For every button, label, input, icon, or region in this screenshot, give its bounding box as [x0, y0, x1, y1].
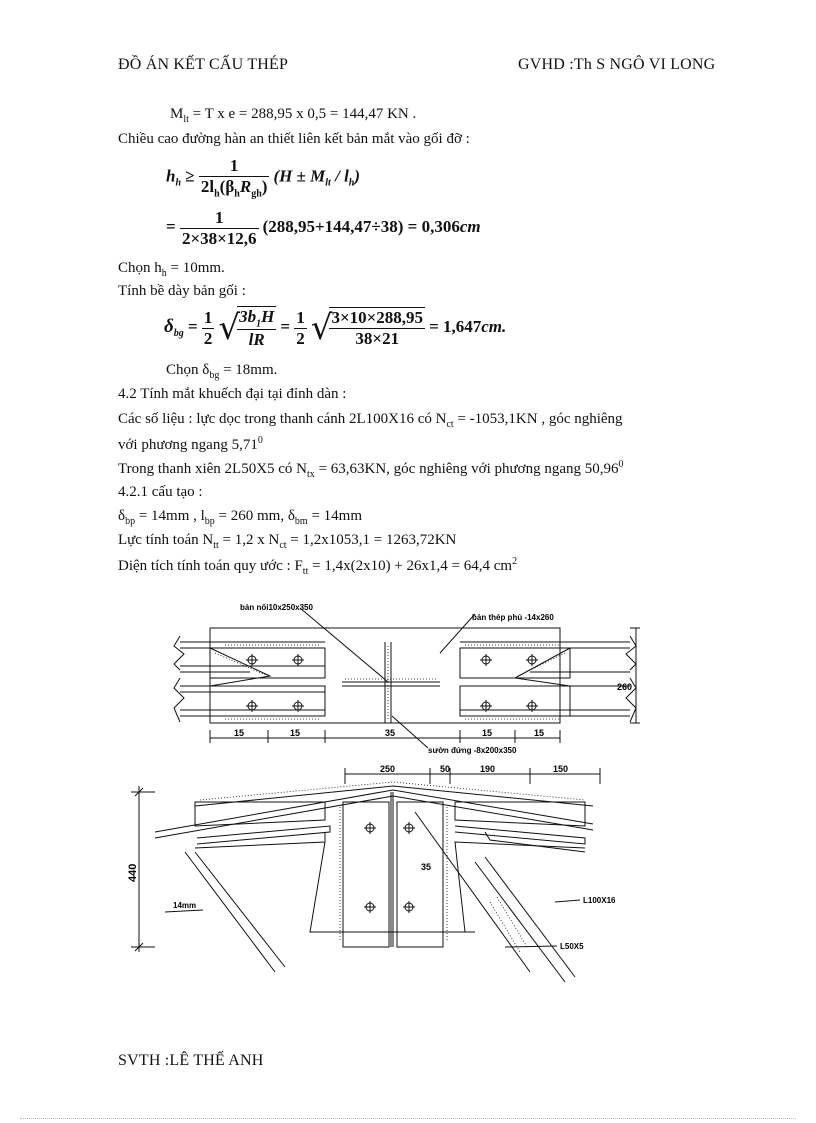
data-line-3: Trong thanh xiên 2L50X5 có $N_{tx} = 63,63KN$, góc nghiêng với phương ngang 50,96$^0$: [118, 459, 624, 480]
dim-440: 440: [127, 863, 139, 882]
mlt-line: $M_{lt} = T$ x e = 288,95 x 0,5 = 144,47 KN .: [170, 106, 417, 125]
splice-plan-drawing: [170, 598, 650, 758]
dim-250: 250: [380, 764, 396, 774]
dim-150: 150: [553, 764, 569, 774]
dim-15-a: 15: [234, 728, 245, 738]
choose-h: Chọn $h_h = 10mm$.: [118, 260, 225, 279]
header-right: GVHD :Th S NGÔ VI LONG: [518, 56, 716, 73]
header-left: ĐỒ ÁN KẾT CẤU THÉP: [118, 56, 289, 73]
label-splice-plate: bản nối10x250x350: [240, 603, 313, 612]
dim-260: 260: [617, 682, 633, 692]
footer-rule: [20, 1118, 796, 1119]
data-line-1: Các số liệu : lực dọc trong thanh cánh 2L100X16 có $N_{ct} = -1053,1KN$ , góc nghiêng: [118, 411, 623, 430]
ridge-joint-elevation: [125, 762, 625, 990]
plate-intro: Tính bề dày bản gối :: [118, 283, 246, 299]
dim-15-d: 15: [534, 728, 545, 738]
section-4-2-1: 4.2.1 cấu tạo :: [118, 484, 203, 500]
dim-35-elev: 35: [421, 862, 432, 872]
section-4-2: 4.2 Tính mắt khuếch đại tại đỉnh dàn :: [118, 386, 347, 402]
dim-190: 190: [480, 764, 496, 774]
label-rib: sườn đứng -8x200x350: [428, 746, 517, 755]
label-14mm: 14mm: [173, 901, 197, 910]
dim-15-b: 15: [290, 728, 301, 738]
weld-height-intro: Chiều cao đường hàn an thiết liên kết bản mắt vào gối đỡ :: [118, 131, 470, 147]
formula-weld-height: $h_h$ ≥ $\frac{1}{2l_h(\beta_hR_{gh})}$ $(H \pm M_{lt} / l_h)$: [166, 156, 361, 200]
label-L50X5: L50X5: [560, 942, 584, 951]
area-line: Diện tích tính toán quy ước : $F_{tt} = 1,4x(2x10) + 26x1,4 = 64,4$ $cm^2$: [118, 556, 518, 577]
formula-weld-height-numeric: = $\frac{1}{2\times 38\times 12,6}$ (288,95+144,47÷38) = 0,306cm: [166, 208, 481, 248]
dim-50: 50: [440, 764, 451, 774]
dim-15-c: 15: [482, 728, 493, 738]
formula-plate-thickness: $\delta_{bg}$ = $\frac{1}{2}$ √ $\frac{3b_1H}{lR}$ = $\frac{1}{2}$ √ $\frac{3\times 10\times 288,95}{38\times 21}$ = 1,647cm.: [164, 307, 507, 350]
label-L100X16: L100X16: [583, 896, 616, 905]
data-line-2: với phương ngang 5,71$^0$: [118, 435, 263, 453]
structure-line: $\delta_{bp} = 14mm$ , $l_{bp} = 260$ mm, $\delta_{bm} = 14mm$: [118, 508, 362, 527]
footer-student: SVTH :LÊ THẾ ANH: [118, 1052, 264, 1069]
label-cover-plate: bản thép phủ -14x260: [472, 613, 554, 622]
choose-delta: Chọn $\delta_{bg} = 18mm$.: [166, 362, 278, 381]
force-line: Lực tính toán $N_{tt} = 1,2$ x $N_{ct} = 1,2x1053,1 = 1263,72KN$: [118, 532, 457, 551]
dim-35: 35: [385, 728, 396, 738]
